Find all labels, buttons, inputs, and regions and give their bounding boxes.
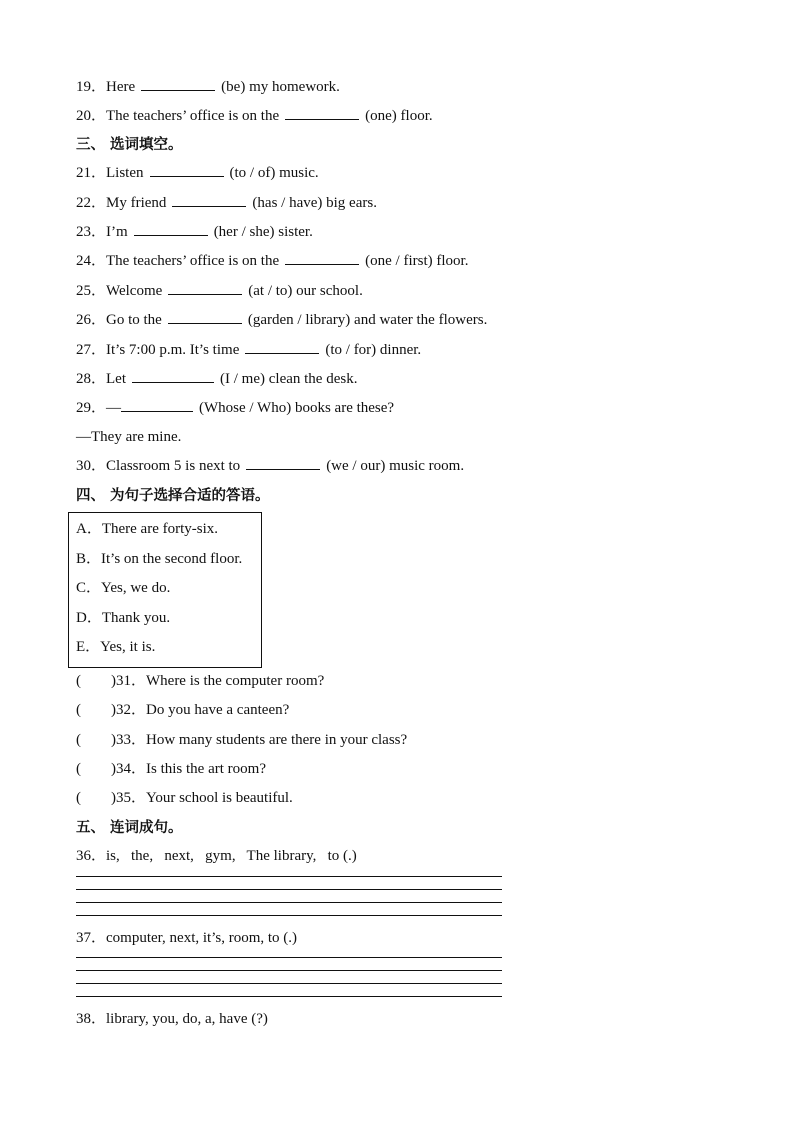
question-24: 24．The teachers’ office is on the (one / first) floor. — [76, 253, 469, 269]
match-question-34: ( )34．Is this the art room? — [76, 761, 266, 777]
option-d: D．Thank you. — [76, 610, 171, 626]
answer-blank[interactable] — [168, 310, 242, 324]
answer-paren[interactable]: ( ) — [76, 673, 116, 689]
answer-blank[interactable] — [172, 193, 246, 207]
writing-line[interactable] — [76, 902, 502, 903]
question-38: 38．library, you, do, a, have (?) — [76, 1011, 268, 1027]
question-30: 30．Classroom 5 is next to (we / our) music room. — [76, 458, 465, 474]
answer-blank[interactable] — [168, 281, 242, 295]
section-4-heading: 四、 为句子选择合适的答语。 — [76, 488, 270, 504]
answer-blank[interactable] — [121, 398, 193, 412]
match-question-33: ( )33．How many students are there in your class? — [76, 732, 408, 748]
answer-blank[interactable] — [150, 163, 224, 177]
question-29: 29．— (Whose / Who) books are these? — [76, 400, 395, 416]
writing-line[interactable] — [76, 983, 502, 984]
writing-line[interactable] — [76, 996, 502, 997]
answer-blank[interactable] — [246, 456, 320, 470]
answer-paren[interactable]: ( ) — [76, 702, 116, 718]
question-36: 36．is, the, next, gym, The library, to (.) — [76, 848, 357, 864]
answer-paren[interactable]: ( ) — [76, 732, 116, 748]
answer-blank[interactable] — [245, 340, 319, 354]
question-26: 26．Go to the (garden / library) and water the flowers. — [76, 312, 488, 328]
match-question-31: ( )31．Where is the computer room? — [76, 673, 325, 689]
answer-blank[interactable] — [285, 251, 359, 265]
answer-blank[interactable] — [141, 77, 215, 91]
option-e: E．Yes, it is. — [76, 639, 156, 655]
option-a: A．There are forty-six. — [76, 521, 219, 537]
answer-blank[interactable] — [134, 222, 208, 236]
match-question-35: ( )35．Your school is beautiful. — [76, 790, 293, 806]
option-b: B．It’s on the second floor. — [76, 551, 243, 567]
question-23: 23．I’m (her / she) sister. — [76, 224, 313, 240]
answer-paren[interactable]: ( ) — [76, 761, 116, 777]
question-27: 27．It’s 7:00 p.m. It’s time (to / for) dinner. — [76, 342, 422, 358]
option-c: C．Yes, we do. — [76, 580, 171, 596]
question-19: 19．Here (be) my homework. — [76, 79, 340, 95]
writing-line[interactable] — [76, 915, 502, 916]
question-22: 22．My friend (has / have) big ears. — [76, 195, 377, 211]
question-28: 28．Let (I / me) clean the desk. — [76, 371, 358, 387]
writing-line[interactable] — [76, 889, 502, 890]
answer-paren[interactable]: ( ) — [76, 790, 116, 806]
writing-line[interactable] — [76, 957, 502, 958]
question-21: 21．Listen (to / of) music. — [76, 165, 319, 181]
answer-blank[interactable] — [285, 106, 359, 120]
question-20: 20．The teachers’ office is on the (one) floor. — [76, 108, 433, 124]
writing-line[interactable] — [76, 970, 502, 971]
writing-line[interactable] — [76, 876, 502, 877]
section-3-heading: 三、 选词填空。 — [76, 137, 183, 153]
answer-blank[interactable] — [132, 369, 214, 383]
question-29-answer: —They are mine. — [76, 429, 182, 445]
question-37: 37．computer, next, it’s, room, to (.) — [76, 930, 298, 946]
match-question-32: ( )32．Do you have a canteen? — [76, 702, 290, 718]
section-5-heading: 五、 连词成句。 — [76, 820, 183, 836]
question-25: 25．Welcome (at / to) our school. — [76, 283, 363, 299]
